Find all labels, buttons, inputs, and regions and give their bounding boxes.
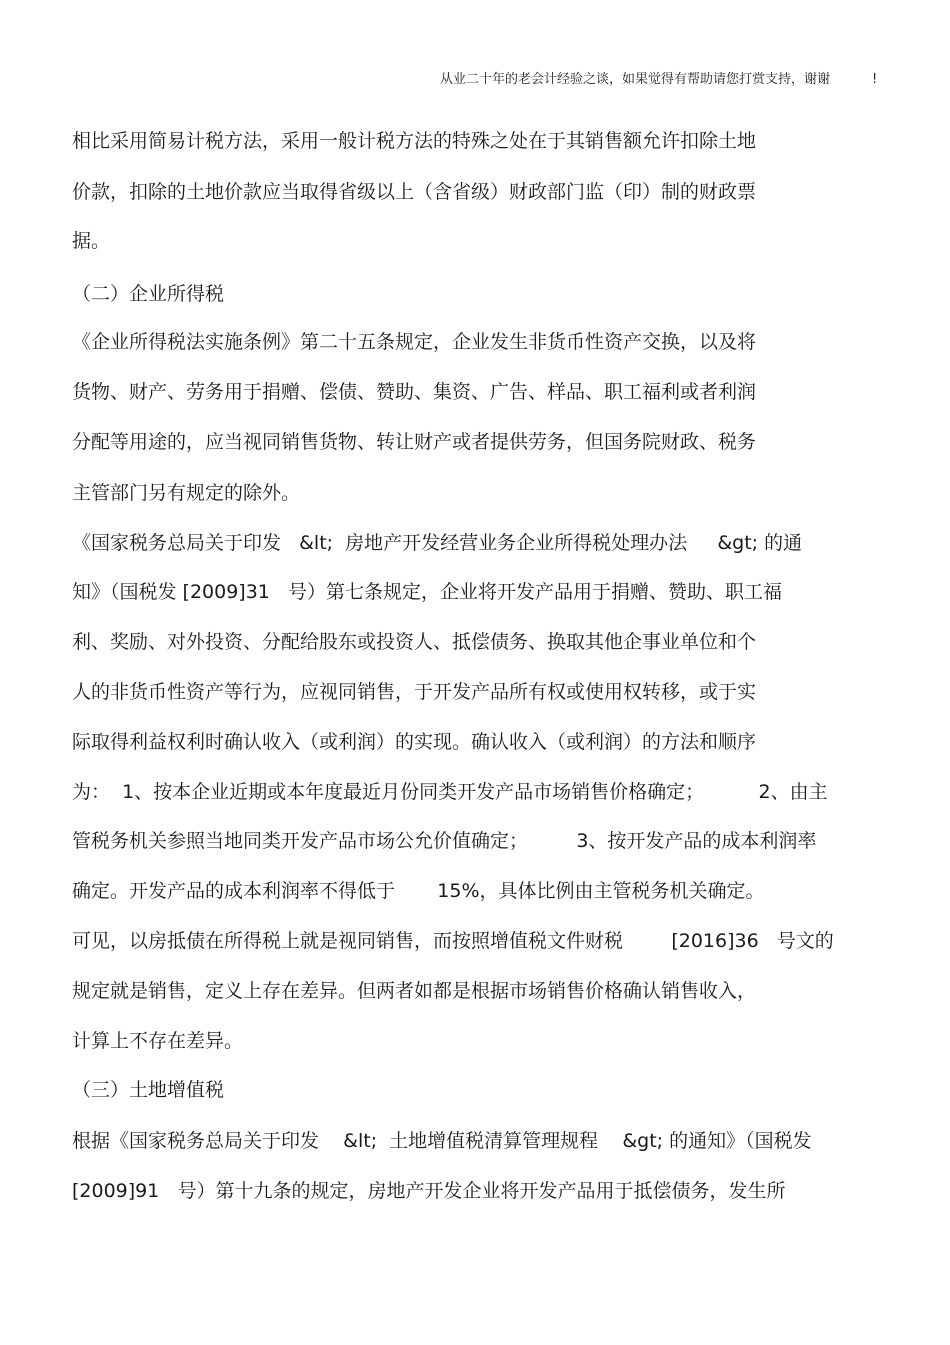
body-line: 分配等用途的，应当视同销售货物、转让财产或者提供劳务，但国务院财政、税务 xyxy=(72,431,757,453)
body-line: 计算上不存在差异。 xyxy=(72,1030,244,1052)
section-heading: （三）土地增值税 xyxy=(72,1079,225,1101)
body-line: 可见，以房抵债在所得税上就是视同销售，而按照增值税文件财税 [2016]36 号文的 xyxy=(72,930,834,952)
body-line: 确定。开发产品的成本利润率不得低于 15%，具体比例由主管税务机关确定。 xyxy=(72,880,765,902)
body-line: 《企业所得税法实施条例》第二十五条规定，企业发生非货币性资产交换，以及将 xyxy=(72,331,757,353)
body-line: 货物、财产、劳务用于捐赠、偿债、赞助、集资、广告、样品、职工福利或者利润 xyxy=(72,381,757,403)
body-line: 《国家税务总局关于印发 &lt; 房地产开发经营业务企业所得税处理办法 &gt; 的通 xyxy=(72,532,803,554)
body-line: 据。 xyxy=(72,230,111,252)
header-note-text: 从业二十年的老会计经验之谈，如果觉得有帮助请您打赏支持，谢谢 xyxy=(440,72,831,87)
body-line: 规定就是销售，定义上存在差异。但两者如都是根据市场销售价格确认销售收入， xyxy=(72,980,757,1002)
body-line: 主管部门另有规定的除外。 xyxy=(72,482,301,504)
body-line: 知》（国税发 [2009]31 号）第七条规定，企业将开发产品用于捐赠、赞助、职工福 xyxy=(72,581,783,603)
body-line: 人的非货币性资产等行为，应视同销售，于开发产品所有权或使用权转移，或于实 xyxy=(72,681,757,703)
body-line: 价款，扣除的土地价款应当取得省级以上（含省级）财政部门监（印）制的财政票 xyxy=(72,181,757,203)
body-line: 相比采用简易计税方法，采用一般计税方法的特殊之处在于其销售额允许扣除土地 xyxy=(72,130,757,152)
body-line: [2009]91 号）第十九条的规定，房地产开发企业将开发产品用于抵偿债务，发生所 xyxy=(72,1180,786,1202)
body-line: 利、奖励、对外投资、分配给股东或投资人、抵偿债务、换取其他企事业单位和个 xyxy=(72,631,757,653)
body-line: 根据《国家税务总局关于印发 &lt; 土地增值税清算管理规程 &gt; 的通知》（国税发 xyxy=(72,1130,812,1152)
page-header-note xyxy=(440,70,880,90)
section-heading: （二）企业所得税 xyxy=(72,283,225,305)
body-line: 际取得利益权利时确认收入（或利润）的实现。确认收入（或利润）的方法和顺序 xyxy=(72,731,757,753)
body-line: 为： 1、按本企业近期或本年度最近月份同类开发产品市场销售价格确定； 2、由主 xyxy=(72,781,828,803)
body-line: 管税务机关参照当地同类开发产品市场公允价值确定； 3、按开发产品的成本利润率 xyxy=(72,830,817,852)
header-note-mark: ! xyxy=(872,72,878,87)
